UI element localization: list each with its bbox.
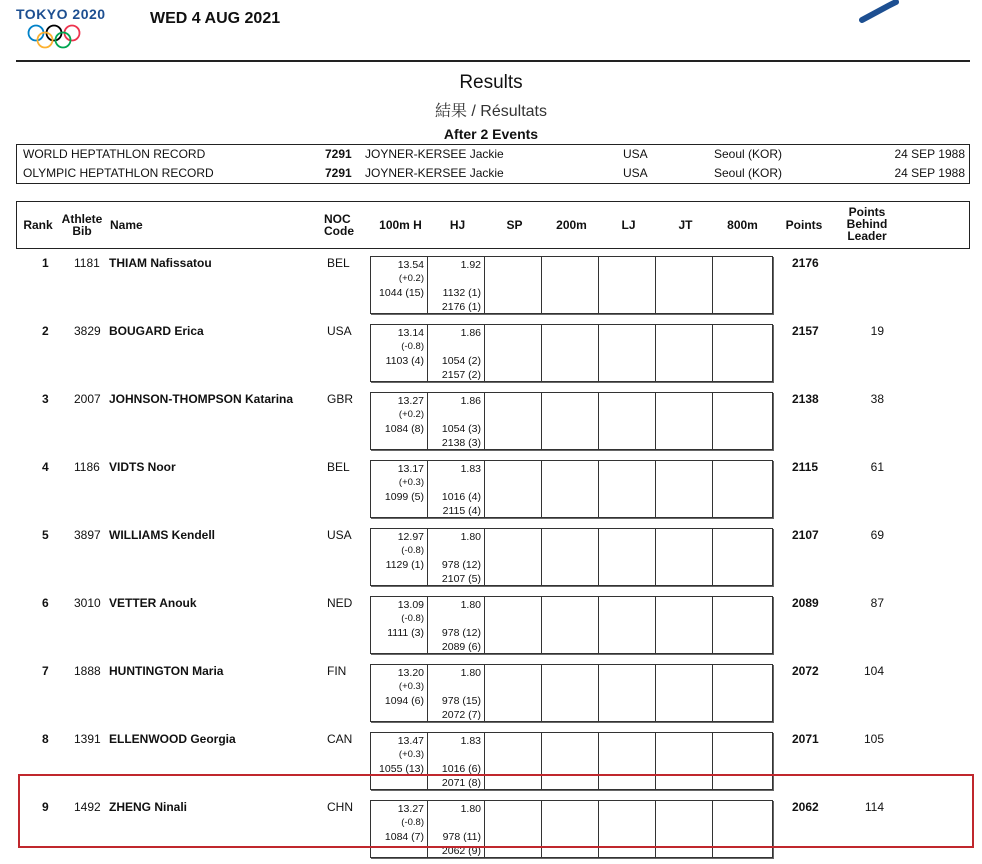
row-noc: USA <box>327 324 352 338</box>
cell-jt <box>656 325 713 381</box>
brand-logo-text: TOKYO 2020 <box>16 6 106 22</box>
row-points: 2062 <box>792 800 819 814</box>
hj-running-total: 2138 (3) <box>441 437 481 449</box>
col-rank: Rank <box>23 218 53 232</box>
cell-hj <box>428 597 485 653</box>
row-rank: 3 <box>42 392 49 406</box>
cell-hj <box>428 461 485 517</box>
col-800m: 800m <box>727 218 758 232</box>
cell-200m <box>542 529 599 585</box>
hj-running-total: 2107 (5) <box>441 573 481 585</box>
cell-800m <box>713 257 770 313</box>
cell-jt <box>656 597 713 653</box>
hj-points: 1132 (1) <box>442 287 481 299</box>
row-noc: USA <box>327 528 352 542</box>
cell-100mh <box>371 529 428 585</box>
hurdles-time: 12.97 <box>397 531 424 543</box>
hurdles-wind: (+0.3) <box>398 749 424 760</box>
cell-sp <box>485 257 542 313</box>
table-row <box>16 592 968 660</box>
col-noc-line2: Code <box>324 224 354 238</box>
report-date: WED 4 AUG 2021 <box>150 10 281 27</box>
hurdles-points: 1044 (15) <box>379 287 424 299</box>
row-athlete-name: VIDTS Noor <box>109 460 176 474</box>
hurdles-points: 1103 (4) <box>385 355 424 367</box>
cell-200m <box>542 665 599 721</box>
row-points: 2071 <box>792 732 819 746</box>
row-bib: 1186 <box>74 460 100 474</box>
table-row <box>16 320 968 388</box>
col-behind-line3: Leader <box>847 229 887 243</box>
hurdles-wind: (-0.8) <box>401 613 424 624</box>
cell-lj <box>599 665 656 721</box>
cell-sp <box>485 597 542 653</box>
hj-points: 978 (12) <box>441 559 481 571</box>
row-points: 2176 <box>792 256 819 270</box>
col-sp: SP <box>506 218 523 232</box>
row-athlete-name: WILLIAMS Kendell <box>109 528 215 542</box>
event-grid <box>370 392 773 450</box>
hj-mark: 1.83 <box>460 735 481 747</box>
cell-200m <box>542 597 599 653</box>
cell-800m <box>713 665 770 721</box>
record-label: OLYMPIC HEPTATHLON RECORD <box>23 166 214 180</box>
cell-lj <box>599 461 656 517</box>
row-noc: CAN <box>327 732 353 746</box>
hj-mark: 1.86 <box>460 395 481 407</box>
event-grid <box>370 460 773 518</box>
cell-lj <box>599 529 656 585</box>
row-rank: 1 <box>42 256 49 270</box>
hj-points: 1054 (2) <box>441 355 481 367</box>
cell-jt <box>656 665 713 721</box>
cell-hj <box>428 393 485 449</box>
hj-points: 978 (11) <box>442 831 481 843</box>
cell-800m <box>713 597 770 653</box>
row-athlete-name: JOHNSON-THOMPSON Katarina <box>109 392 294 406</box>
row-bib: 1492 <box>74 800 101 814</box>
row-points-behind: 87 <box>870 596 884 610</box>
hurdles-time: 13.27 <box>397 803 424 815</box>
cell-800m <box>713 461 770 517</box>
hj-running-total: 2089 (6) <box>441 641 481 653</box>
hurdles-time: 13.14 <box>397 327 424 339</box>
hj-running-total: 2071 (8) <box>441 777 481 789</box>
row-points-behind: 19 <box>870 324 884 338</box>
page-subtitle: 結果 / Résultats <box>434 103 548 120</box>
row-points: 2107 <box>792 528 819 542</box>
cell-lj <box>599 597 656 653</box>
col-behind <box>839 206 895 242</box>
cell-800m <box>713 529 770 585</box>
hj-mark: 1.83 <box>460 463 481 475</box>
hj-running-total: 2062 (9) <box>441 845 481 857</box>
hj-mark: 1.92 <box>460 259 481 271</box>
hurdles-wind: (+0.2) <box>398 273 424 284</box>
table-row <box>16 388 968 456</box>
cell-sp <box>485 461 542 517</box>
row-points: 2072 <box>792 664 819 678</box>
hurdles-wind: (-0.8) <box>401 545 424 556</box>
hurdles-wind: (+0.3) <box>398 681 424 692</box>
row-noc: NED <box>327 596 353 610</box>
cell-sp <box>485 393 542 449</box>
row-points-behind: 105 <box>863 732 884 746</box>
hurdles-time: 13.09 <box>397 599 424 611</box>
hurdles-wind: (+0.2) <box>398 409 424 420</box>
hj-running-total: 2157 (2) <box>441 369 481 381</box>
row-bib: 3010 <box>74 596 101 610</box>
hurdles-wind: (-0.8) <box>401 341 424 352</box>
row-bib: 2007 <box>74 392 101 406</box>
record-label: WORLD HEPTATHLON RECORD <box>23 147 206 161</box>
col-bib-line1: Athlete <box>61 212 103 226</box>
hurdles-points: 1084 (7) <box>384 831 424 843</box>
cell-jt <box>656 529 713 585</box>
olympic-rings-icon <box>26 24 86 50</box>
row-rank: 7 <box>42 664 49 678</box>
cell-lj <box>599 393 656 449</box>
row-points-behind: 114 <box>864 800 884 814</box>
cell-100mh <box>371 325 428 381</box>
hurdles-wind: (-0.8) <box>401 817 424 828</box>
record-date: 24 SEP 1988 <box>894 166 965 180</box>
hurdles-time: 13.27 <box>397 395 424 407</box>
page-title: Results <box>459 72 523 93</box>
hj-points: 978 (15) <box>441 695 481 707</box>
row-noc: CHN <box>327 800 353 814</box>
record-row-olympic <box>17 164 969 182</box>
hj-points: 978 (12) <box>441 627 481 639</box>
hurdles-points: 1099 (5) <box>384 491 424 503</box>
hurdles-wind: (+0.3) <box>398 477 424 488</box>
row-points: 2089 <box>792 596 819 610</box>
record-noc: USA <box>623 166 648 180</box>
hj-running-total: 2176 (1) <box>441 301 481 313</box>
record-points: 7291 <box>325 147 352 161</box>
row-bib: 3897 <box>74 528 101 542</box>
row-rank: 2 <box>42 324 49 338</box>
hurdles-points: 1055 (13) <box>379 763 424 775</box>
cell-200m <box>542 461 599 517</box>
hj-running-total: 2072 (7) <box>441 709 481 721</box>
col-noc-line1: NOC <box>324 212 351 226</box>
hj-points: 1016 (4) <box>441 491 481 503</box>
cell-200m <box>542 393 599 449</box>
row-points-behind: 61 <box>870 460 884 474</box>
row-bib: 3829 <box>74 324 101 338</box>
cell-100mh <box>371 257 428 313</box>
cell-hj <box>428 257 485 313</box>
hj-mark: 1.80 <box>460 599 481 611</box>
col-100mh: 100m H <box>379 218 422 232</box>
col-points: Points <box>785 218 823 232</box>
row-athlete-name: HUNTINGTON Maria <box>109 664 224 678</box>
table-row <box>16 660 968 728</box>
event-grid <box>370 324 773 382</box>
row-athlete-name: THIAM Nafissatou <box>109 256 212 270</box>
hj-mark: 1.80 <box>460 531 481 543</box>
row-rank: 5 <box>42 528 49 542</box>
cell-800m <box>713 325 770 381</box>
hurdles-time: 13.17 <box>397 463 424 475</box>
row-noc: BEL <box>327 460 350 474</box>
record-holder: JOYNER-KERSEE Jackie <box>365 147 504 161</box>
cell-jt <box>656 257 713 313</box>
col-bib-line2: Bib <box>72 224 92 238</box>
highlight-box <box>18 774 974 848</box>
row-bib: 1888 <box>74 664 101 678</box>
row-points: 2157 <box>792 324 819 338</box>
row-athlete-name: ZHENG Ninali <box>109 800 188 814</box>
row-bib: 1181 <box>74 256 100 270</box>
hj-running-total: 2115 (4) <box>442 505 481 517</box>
hurdles-time: 13.54 <box>397 259 424 271</box>
cell-200m <box>542 257 599 313</box>
records-box <box>16 144 970 184</box>
table-row <box>16 456 968 524</box>
record-venue: Seoul (KOR) <box>714 147 783 161</box>
col-200m: 200m <box>556 218 587 232</box>
column-header <box>16 201 970 249</box>
cell-100mh <box>371 461 428 517</box>
events-status: After 2 Events <box>443 126 539 142</box>
row-points-behind: 38 <box>870 392 884 406</box>
row-noc: FIN <box>327 664 347 678</box>
event-grid <box>370 596 773 654</box>
cell-hj <box>428 665 485 721</box>
col-bib <box>59 213 105 237</box>
cell-hj <box>428 529 485 585</box>
row-rank: 4 <box>42 460 49 474</box>
hurdles-time: 13.20 <box>397 667 424 679</box>
record-noc: USA <box>623 147 648 161</box>
hj-mark: 1.80 <box>460 667 481 679</box>
athletics-pictogram-icon <box>858 0 928 24</box>
cell-sp <box>485 325 542 381</box>
record-venue: Seoul (KOR) <box>714 166 783 180</box>
col-hj: HJ <box>449 218 466 232</box>
hurdles-points: 1111 (3) <box>387 627 424 639</box>
row-rank: 6 <box>42 596 49 610</box>
hurdles-time: 13.47 <box>397 735 424 747</box>
row-athlete-name: BOUGARD Erica <box>109 324 204 338</box>
cell-lj <box>599 257 656 313</box>
row-athlete-name: ELLENWOOD Georgia <box>109 732 236 746</box>
cell-jt <box>656 461 713 517</box>
cell-800m <box>713 393 770 449</box>
row-points-behind: 104 <box>863 664 884 678</box>
row-rank: 9 <box>42 800 49 814</box>
col-jt: JT <box>678 218 693 232</box>
col-behind-line2: Behind <box>846 217 888 231</box>
cell-100mh <box>371 393 428 449</box>
row-rank: 8 <box>42 732 49 746</box>
cell-sp <box>485 529 542 585</box>
row-athlete-name: VETTER Anouk <box>109 596 197 610</box>
row-points-behind: 69 <box>870 528 884 542</box>
row-noc: GBR <box>327 392 354 406</box>
event-grid <box>370 528 773 586</box>
cell-jt <box>656 393 713 449</box>
col-noc <box>324 213 362 237</box>
hj-points: 1054 (3) <box>441 423 481 435</box>
hurdles-points: 1094 (6) <box>384 695 424 707</box>
record-date: 24 SEP 1988 <box>894 147 965 161</box>
cell-sp <box>485 665 542 721</box>
col-name: Name <box>110 218 143 232</box>
row-points: 2115 <box>792 460 819 474</box>
event-grid <box>370 664 773 722</box>
col-behind-line1: Points <box>848 205 886 219</box>
record-points: 7291 <box>325 166 352 180</box>
hj-mark: 1.80 <box>460 803 481 815</box>
header-divider <box>16 60 970 62</box>
col-lj: LJ <box>621 218 636 232</box>
row-noc: BEL <box>327 256 350 270</box>
cell-hj <box>428 325 485 381</box>
table-row <box>16 252 968 320</box>
row-points: 2138 <box>792 392 819 406</box>
row-bib: 1391 <box>74 732 101 746</box>
hj-points: 1016 (6) <box>441 763 481 775</box>
cell-100mh <box>371 665 428 721</box>
hj-mark: 1.86 <box>460 327 481 339</box>
table-row <box>16 524 968 592</box>
hurdles-points: 1129 (1) <box>385 559 424 571</box>
record-holder: JOYNER-KERSEE Jackie <box>365 166 504 180</box>
hurdles-points: 1084 (8) <box>384 423 424 435</box>
record-row-world <box>17 145 969 163</box>
cell-lj <box>599 325 656 381</box>
cell-100mh <box>371 597 428 653</box>
event-grid <box>370 256 773 314</box>
cell-200m <box>542 325 599 381</box>
